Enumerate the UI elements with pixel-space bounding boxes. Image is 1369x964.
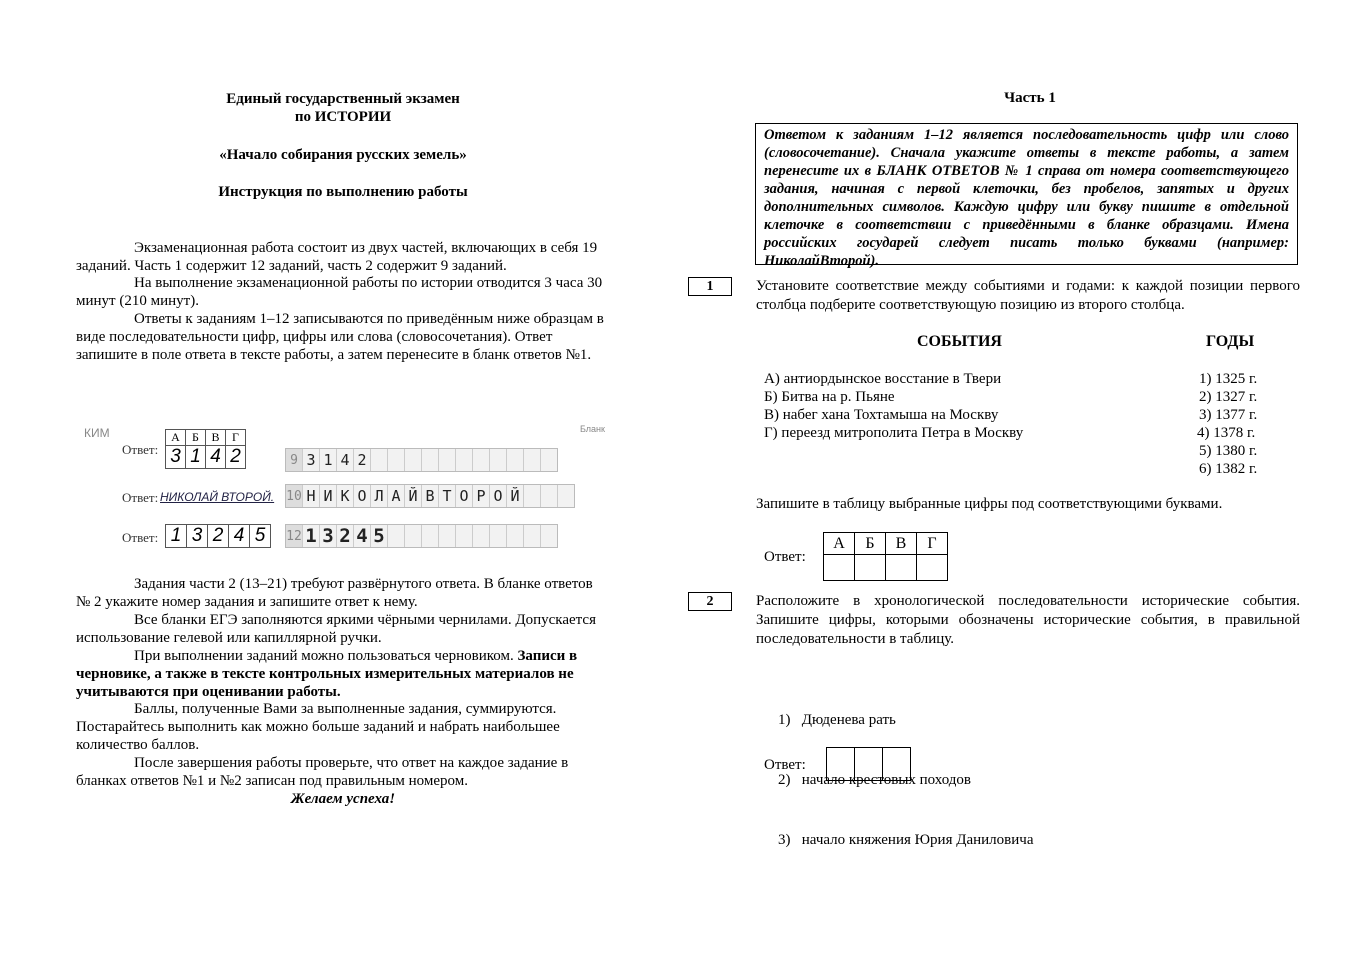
answer-input-cell[interactable] [827,748,855,781]
task-number-1: 1 [688,277,732,296]
part1-instruction-box: Ответом к заданиям 1–12 является последовательность цифр или слово (словосочетание). Сначала укажите ответы в тексте работы, а затем перенесите их в БЛАНК ОТВЕТОВ № 1 справа от номера соответствующего задания, начиная с первой клеточки, без пробелов, запятых и других дополнительных символов. Каждую цифру или букву пишите в отдельной клеточке в соответствии с приведёнными в бланке образцами. Имена российских государей следует писать только буквами (например: НиколайВторой). [755,123,1298,265]
task1-table-instruction: Запишите в таблицу выбранные цифры под соответствующими буквами. [756,496,1223,512]
digit-cell: 5 [254,525,266,546]
digit-cell: 1 [186,446,206,469]
blank-row-1 [285,448,558,472]
blank-cell: О [456,485,473,507]
answer-input-cell[interactable] [855,555,886,581]
sample-digit-row-3 [165,524,271,548]
blank-task-number: 9 [286,449,303,471]
answer-letter-cell: Б [855,533,886,555]
blank-cell: А [388,485,405,507]
blank-cell: 2 [337,525,354,547]
sample-answer-label-1: Ответ: [122,442,159,457]
para-ink: Все бланки ЕГЭ заполняются яркими чёрными чернилами. Допускается использование гелевой или капиллярной ручки. [76,612,596,646]
answer-letter-cell: Г [917,533,948,555]
answer-input-cell[interactable] [886,555,917,581]
sample-written-answer: НИКОЛАЙ ВТОРОЙ. [160,490,275,504]
year-item: 4) 1378 г. [1197,425,1256,441]
digit-cell: 4 [229,525,250,547]
letter-cell: В [206,430,226,446]
blank-cell: 4 [337,449,354,471]
blank-cell: 2 [354,449,371,471]
digit-cell: 4 [206,446,226,469]
answer-letter-cell: В [886,533,917,555]
letter-cell: А [166,430,186,446]
sample-answer-label-2: Ответ: [122,490,159,505]
part-title: Часть 1 [1004,90,1056,106]
para-draft [76,647,606,701]
para-draft-bold: Записи в черновике, а также в тексте контрольных измерительных материалов не учитываются при оценивании работы. [76,648,578,700]
blank-cell: И [320,485,337,507]
para-time: На выполнение экзаменационной работы по истории отводится 3 часа 30 минут (210 минут). [76,275,603,309]
answer-sample-figure [80,420,610,555]
year-item: 2) 1327 г. [1199,389,1258,405]
task2-answer-table [826,747,911,781]
exam-subject: по ИСТОРИИ [294,109,392,125]
digit-cell: 1 [166,525,187,547]
year-item: 6) 1382 г. [1199,461,1258,477]
para-scores: Баллы, полученные Вами за выполненные задания, суммируются. Постарайтесь выполнить как можно больше заданий и набрать наибольшее количество баллов. [76,701,560,753]
task1-answer-table [823,532,948,581]
year-item: 5) 1380 г. [1199,443,1258,459]
exam-topic: «Начало собирания русских земель» [219,147,467,163]
para-check: После завершения работы проверьте, что ответ на каждое задание в бланках ответов №1 и №2 записан под правильным номером. [76,755,569,789]
sample-answer-label-3: Ответ: [122,530,159,545]
event-item: В) набег хана Тохтамыша на Москву [764,407,999,423]
digit-cell: 3 [187,525,208,547]
letter-cell: Б [186,430,206,446]
blank-cell: О [490,485,507,507]
years-header: ГОДЫ [1206,333,1255,350]
digit-cell: 3 [166,446,186,469]
blank-cell: Т [439,485,456,507]
para-answers: Ответы к заданиям 1–12 записываются по приведённым ниже образцам в виде последовательности цифр, цифры или слова (словосочетания). Ответ запишите в поле ответа в тексте работы, а затем перенесите в бланк ответов №1. [76,311,604,363]
blank-cell: О [354,485,371,507]
answer-input-cell[interactable] [883,748,911,781]
events-header: СОБЫТИЯ [917,333,1002,350]
blank-task-number: 12 [286,525,303,547]
task2-answer-label: Ответ: [764,757,806,773]
task2-item: 3) начало княжения Юрия Даниловича [778,832,1034,848]
para-draft-normal: При выполнении заданий можно пользоваться черновиком. [134,648,518,664]
answer-input-cell[interactable] [824,555,855,581]
blank-cell: 1 [303,525,320,547]
event-item: А) антиордынское восстание в Твери [764,371,1002,387]
blank-cell: 3 [303,449,320,471]
task1-answer-label: Ответ: [764,549,806,565]
blank-task-number: 10 [286,485,303,507]
blank-cell: Л [371,485,388,507]
blank-cell: К [337,485,354,507]
years-list [1199,370,1257,478]
task2-item: 1) Дюденева рать [778,712,896,728]
exam-title: Единый государственный экзамен [226,91,460,107]
blank-cell: В [422,485,439,507]
event-item: Г) переезд митрополита Петра в Москву [764,425,1024,441]
answer-input-cell[interactable] [917,555,948,581]
wish-text: Желаем успеха! [290,791,396,807]
task2-text: Расположите в хронологической последовательности исторические события. Запишите цифры, которыми обозначены исторические события, в правильной последовательности в таблицу. [756,593,1300,647]
blank-label: Бланк [580,424,605,434]
blank-cell: Р [473,485,490,507]
para-structure: Экзаменационная работа состоит из двух частей, включающих в себя 19 заданий. Часть 1 содержит 12 заданий, часть 2 содержит 9 заданий. [76,240,598,274]
kim-label: КИМ [84,426,110,440]
blank-cell: 3 [320,525,337,547]
task2-item: 2) начало крестовых походов [778,772,972,788]
blank-row-3 [285,524,558,548]
blank-cell: 1 [320,449,337,471]
task1-text: Установите соответствие между событиями и годами: к каждой позиции первого столбца подберите соответствующую позицию из второго столбца. [756,278,1300,313]
blank-row-2 [285,484,575,508]
blank-cell: Й [507,485,524,507]
blank-cell: 4 [354,525,371,547]
blank-cell: Й [405,485,422,507]
answer-input-cell[interactable] [855,748,883,781]
sample-answer-table-1 [165,429,246,469]
digit-cell: 2 [208,525,229,547]
letter-cell: Г [226,430,246,446]
task-number-2: 2 [688,592,732,611]
instruction-heading: Инструкция по выполнению работы [218,184,468,200]
events-list [764,370,1023,442]
para-part2: Задания части 2 (13–21) требуют развёрнутого ответа. В бланке ответов № 2 укажите номер задания и запишите ответ к нему. [76,576,593,610]
digit-cell: 2 [226,446,246,469]
year-item: 3) 1377 г. [1199,407,1258,423]
blank-cell: Н [303,485,320,507]
blank-cell: 5 [371,525,388,547]
year-item: 1) 1325 г. [1199,371,1258,387]
event-item: Б) Битва на р. Пьяне [764,389,895,405]
answer-letter-cell: А [824,533,855,555]
